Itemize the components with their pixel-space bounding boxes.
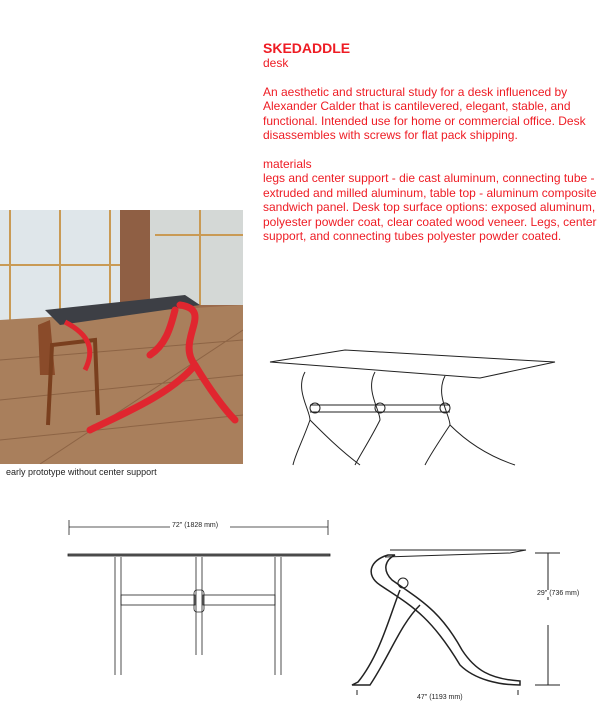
side-elevation-drawing xyxy=(350,535,570,695)
perspective-drawing xyxy=(265,340,565,480)
width-dimension: 72" (1828 mm) xyxy=(172,522,219,529)
photo-caption: early prototype without center support xyxy=(6,467,157,477)
prototype-photo xyxy=(0,210,243,464)
depth-dimension: 47" (1193 mm) xyxy=(417,694,463,701)
materials-text: legs and center support - die cast aluminum, connecting tube - extruded and milled aluminum, table top - aluminum composite sandwich panel. Desk top surface options: exposed aluminum, polyester powder coat, clear coated wood veneer. Legs, center support, and connecting tubes polyester powder coated. xyxy=(263,171,597,243)
description-block xyxy=(263,40,598,244)
materials-heading: materials xyxy=(263,156,312,171)
product-subtitle: desk xyxy=(263,56,289,70)
height-dimension: 29" (736 mm) xyxy=(537,590,580,597)
product-description: An aesthetic and structural study for a desk influenced by Alexander Calder that is cantilevered, elegant, stable, and functional. Intended use for home or commercial office. Desk disassembles with screws for flat pack shipping. xyxy=(263,84,586,142)
front-elevation-drawing xyxy=(60,515,340,680)
product-title: SKEDADDLE xyxy=(263,40,351,56)
